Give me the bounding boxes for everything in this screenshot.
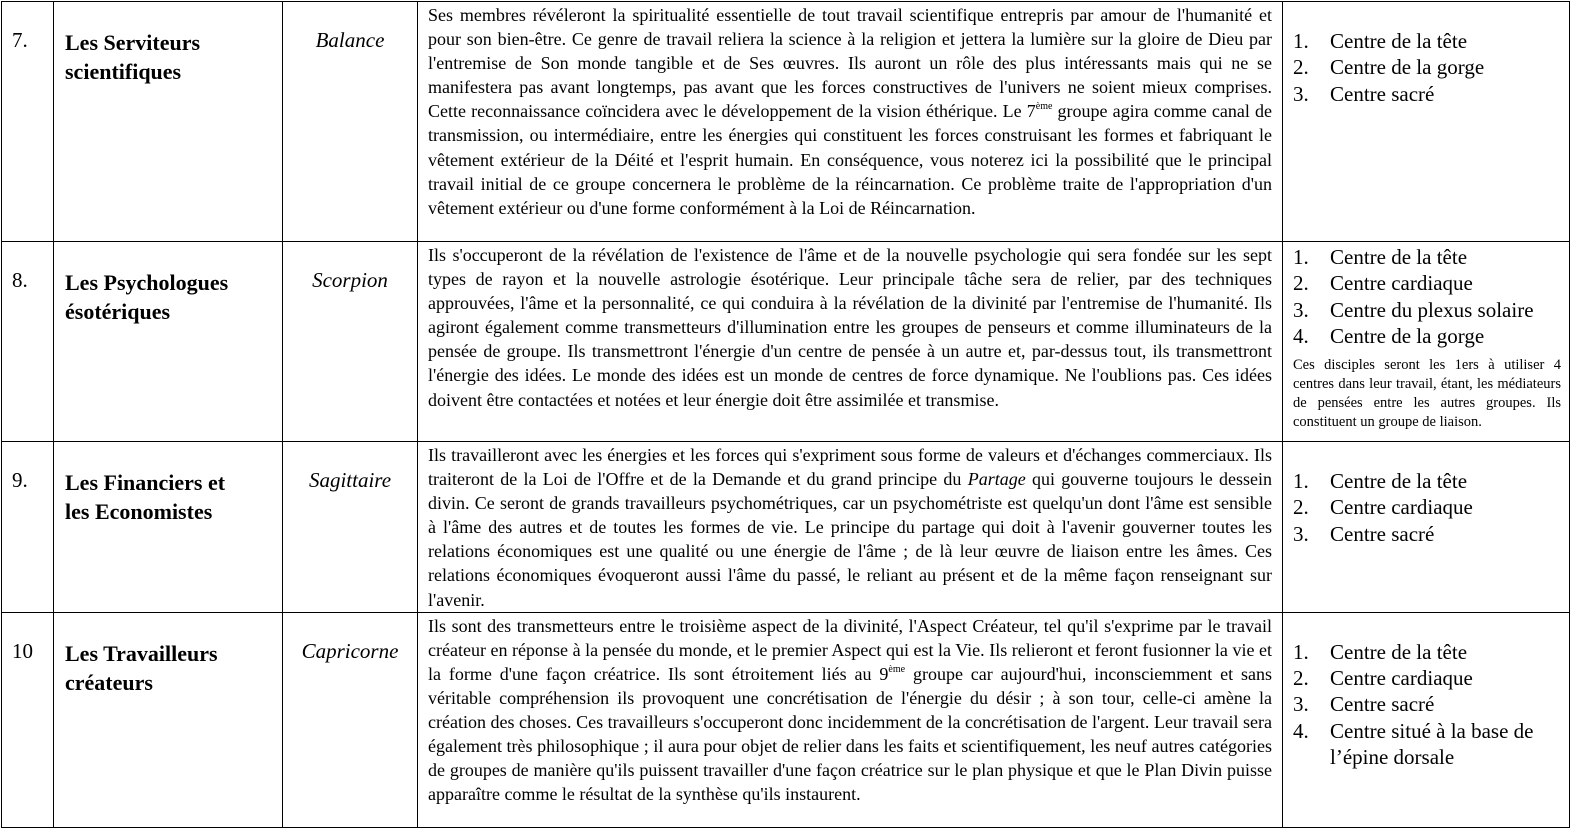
- list-item: [1293, 28, 1565, 54]
- group-description: [418, 612, 1283, 827]
- centres-list: [1293, 639, 1565, 771]
- centres-cell: [1283, 442, 1570, 613]
- group-name-line: les Economistes: [65, 499, 213, 524]
- description-text: Ses membres révéleront la spiritualité essentielle de tout travail scientifique entrepris par amour de l'humanité et pour son bien-être. Ce genre de travail reliera la science à la religion et jettera la lumière sur la gloire de Dieu par l'entremise de Son monde tangible et de Ses œuvres. Ils auront un rôle des plus intéressants mais qui ne se manifestera pas avant longtemps, pas avant que les forces constructives de l'univers ne soient mieux comprises. Cette reconnaissance coïncidera avec le développement de la vision éthérique. Le 7: [428, 5, 1272, 122]
- list-number: 3.: [1293, 81, 1309, 106]
- centres-cell: [1283, 242, 1570, 442]
- centres-note: Ces disciples seront les 1ers à utiliser 4 centres dans leur travail, étant, les médiateurs de pensées entre les autres groupes. Ils constituent un groupe de liaison.: [1293, 356, 1561, 430]
- list-item: [1293, 323, 1565, 349]
- centres-cell: [1283, 2, 1570, 242]
- list-number: 2.: [1293, 55, 1309, 80]
- centre-label: Centre de la tête: [1330, 245, 1468, 269]
- centre-label: Centre cardiaque: [1330, 666, 1473, 691]
- centre-label: Centre du plexus solaire: [1330, 297, 1534, 322]
- zodiac-sign: Balance: [283, 2, 418, 242]
- group-name-line: Les Psychologues: [65, 270, 229, 295]
- group-name-line: ésotériques: [65, 299, 171, 324]
- emphasis-text: Partage: [967, 469, 1026, 490]
- centre-label: Centre sacré: [1330, 692, 1435, 717]
- ordinal-suffix: ème: [1035, 101, 1053, 113]
- group-description: Ils s'occuperont de la révélation de l'existence de l'âme et de la nouvelle psychologie qui sera fondée sur les sept types de rayon et la nouvelle astrologie ésotérique. Leur principale tâche sera de relier, par des techniques approuvées, l'âme et la personnalité, ce qui conduira à la révélation de la divinité par l'entremise de l'humanité. Ils agiront également comme transmetteurs d'illumination entre les groupes de penseurs et comme illuminateurs de la pensée de groupe. Ils transmettront l'énergie d'un centre de pensée à un autre et, par-dessus tout, ils transmettront l'énergie des idées. Le monde des idées est un monde de centres de force dynamique. Ne l'oublions pas. Ces idées doivent être contactées et notées et leur énergie doit être assimilée et transmise.: [418, 242, 1283, 442]
- group-number: 9.: [2, 442, 54, 613]
- group-number: 7.: [2, 2, 54, 242]
- list-number: 3.: [1293, 297, 1309, 322]
- zodiac-sign: Sagittaire: [283, 442, 418, 613]
- list-number: 1.: [1293, 29, 1309, 53]
- centre-label: Centre sacré: [1330, 81, 1435, 106]
- group-name-line: Les Financiers et: [65, 470, 226, 495]
- centre-label: Centre sacré: [1330, 521, 1435, 546]
- group-description: [418, 2, 1283, 242]
- group-name: [54, 612, 283, 827]
- table-row: [2, 242, 1570, 442]
- table-row: [2, 442, 1570, 613]
- list-item: [1293, 639, 1565, 665]
- table-row: [2, 2, 1570, 242]
- list-item: [1293, 54, 1565, 80]
- list-item: [1293, 691, 1565, 717]
- centre-label: Centre de la gorge: [1330, 55, 1485, 80]
- description-text: Ils sont des transmetteurs entre le troisième aspect de la divinité, l'Aspect Créateur, tel qu'il s'exprime par le travail créateur en réponse à la pensée du monde, et le premier Aspect qui est la Vie. Ils relieront et feront fusionner la vie et la forme d'une façon créatrice. Ils sont étroitement liés au 9: [428, 615, 1272, 684]
- ordinal-suffix: ème: [888, 663, 906, 675]
- zodiac-sign: Capricorne: [283, 612, 418, 827]
- list-number: 3.: [1293, 521, 1309, 546]
- centres-cell: [1283, 612, 1570, 827]
- list-number: 1.: [1293, 639, 1309, 664]
- group-number: 8.: [2, 242, 54, 442]
- centres-list: [1293, 244, 1565, 350]
- centre-label: Centre de la tête: [1330, 469, 1468, 493]
- list-number: 3.: [1293, 692, 1309, 717]
- group-name: [54, 442, 283, 613]
- description-text: qui gouverne toujours le dessein divin. Ce seront de grands travailleurs psychométriques, car un psychométriste est quelqu'un dont l'âme est sensible à l'âme des autres et de toutes les formes de vie. Le principe du partage qui doit à l'avenir gouverner toutes les relations économiques est une qualité ou une énergie de l'âme ; de là leur œuvre de liaison entre les âmes. Ces relations économiques évoqueront aussi l'âme du passé, le reliant au présent et de la même façon renseignant sur l'avenir.: [428, 469, 1272, 610]
- list-number: 1.: [1293, 245, 1309, 269]
- group-number: 10: [2, 612, 54, 827]
- group-name-line: Les Serviteurs: [65, 30, 201, 55]
- list-item: [1293, 81, 1565, 107]
- group-name: [54, 242, 283, 442]
- list-item: [1293, 244, 1565, 270]
- list-item: [1293, 494, 1565, 520]
- groups-table: [1, 1, 1570, 828]
- centre-label: Centre cardiaque: [1330, 271, 1473, 296]
- centre-label: Centre situé à la base de l’épine dorsale: [1330, 718, 1534, 770]
- description-text: groupe car aujourd'hui, inconsciemment et sans véritable compréhension ils provoquent une concrétisation de l'énergie du désir ; à son tour, celle-ci amène la création des choses. Ces travailleurs s'occuperont donc incidemment de la concrétisation de l'argent. Leur travail sera également très philosophique ; il aura pour objet de relier dans les faits et scientifiquement, les neuf autres catégories de groupes de manière qu'ils puissent travailler d'une façon créatrice sur le plan physique et que le Plan Divin puisse apparaître comme le résultat de la synthèse qu'ils instaurent.: [428, 663, 1272, 805]
- list-item: [1293, 297, 1565, 323]
- description-text: Ils travailleront avec les énergies et les forces qui s'expriment sous forme de valeurs et d'échanges commerciaux. Ils traiteront de la Loi de l'Offre et de la Demande et du grand principe du: [428, 445, 1272, 490]
- description-text: groupe agira comme canal de transmission, ou intermédiaire, entre les énergies qui constituent les forces construisant les formes et fabriquant le vêtement extérieur de la Déité et l'esprit humain. En conséquence, vous noterez ici la possibilité que le principal travail initial de ce groupe concernera le problème de la réincarnation. Ce problème traite de l'appropriation d'un vêtement extérieur ou d'une forme conformément à la Loi de Réincarnation.: [428, 101, 1272, 218]
- group-name-line: Les Travailleurs: [65, 640, 218, 666]
- table-row: [2, 612, 1570, 827]
- list-number: 4.: [1293, 324, 1309, 349]
- list-number: 4.: [1293, 718, 1309, 743]
- list-item: [1293, 665, 1565, 691]
- group-description: [418, 442, 1283, 613]
- list-number: 1.: [1293, 469, 1309, 493]
- centres-list: [1293, 28, 1565, 107]
- list-item: [1293, 521, 1565, 547]
- list-number: 2.: [1293, 271, 1309, 296]
- centres-list: [1293, 468, 1565, 547]
- group-name-line: scientifiques: [65, 59, 182, 84]
- centre-label: Centre de la gorge: [1330, 324, 1485, 349]
- list-item: [1293, 468, 1565, 494]
- list-item: [1293, 718, 1565, 771]
- zodiac-sign: Scorpion: [283, 242, 418, 442]
- centre-label: Centre cardiaque: [1330, 495, 1473, 520]
- list-item: [1293, 270, 1565, 296]
- group-name-line: créateurs: [65, 669, 153, 695]
- centre-label: Centre de la tête: [1330, 639, 1468, 664]
- centre-label: Centre de la tête: [1330, 29, 1468, 53]
- group-name: [54, 2, 283, 242]
- list-number: 2.: [1293, 495, 1309, 520]
- list-number: 2.: [1293, 666, 1309, 691]
